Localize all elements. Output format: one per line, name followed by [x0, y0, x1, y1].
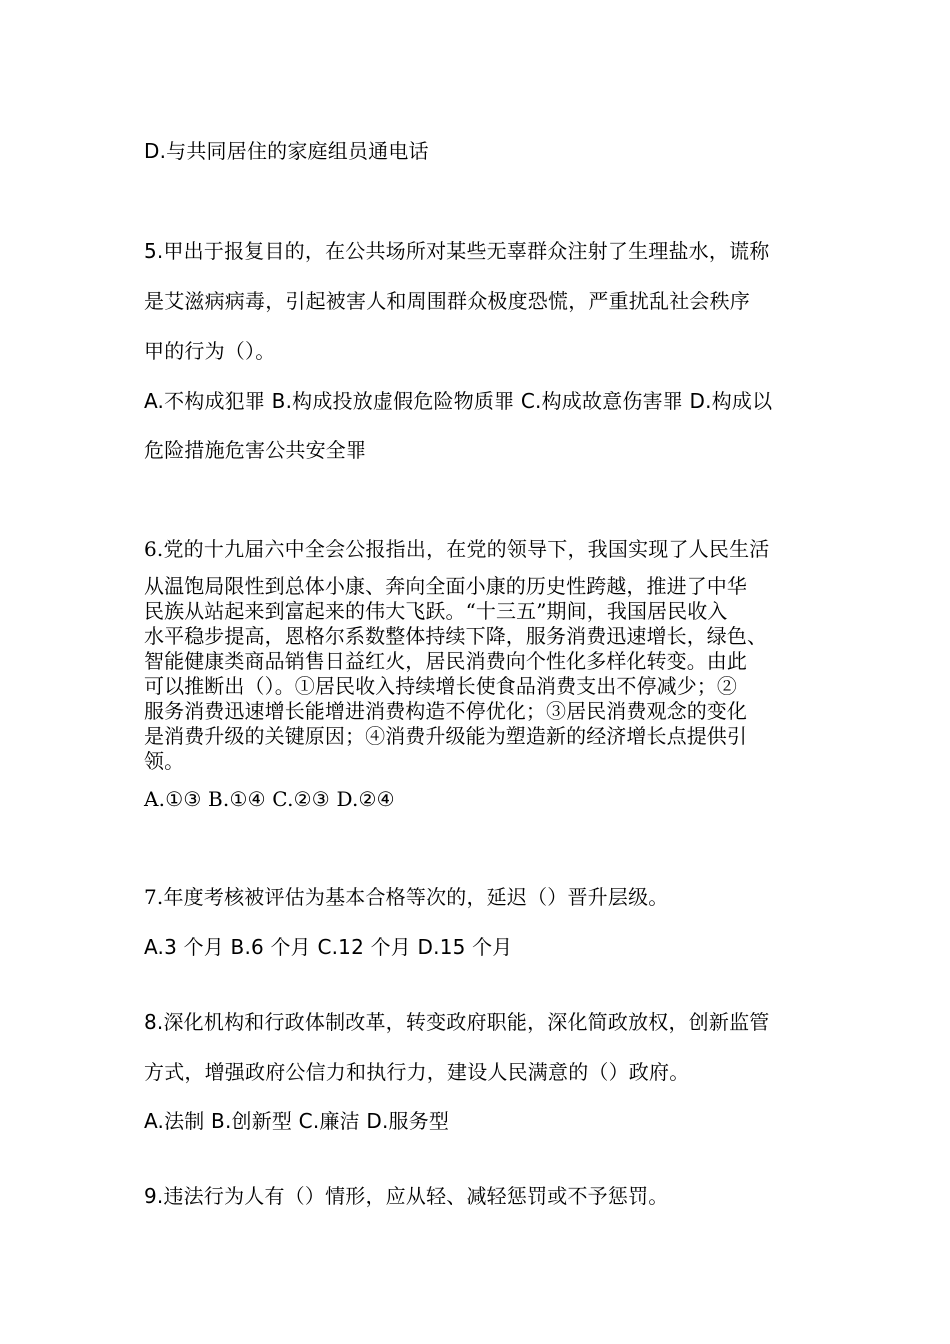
q7-stem: 7.年度考核被评估为基本合格等次的，延迟（）晋升层级。	[144, 885, 669, 909]
q6-stem-line: 民族从站起来到富起来的伟大飞跃。“十三五”期间，我国居民收入	[144, 599, 728, 623]
q5-stem-line-1: 5.甲出于报复目的，在公共场所对某些无辜群众注射了生理盐水，谎称	[144, 239, 770, 263]
q8-stem-line-2: 方式，增强政府公信力和执行力，建设人民满意的（）政府。	[144, 1060, 690, 1084]
q8-options: A.法制 B.创新型 C.廉洁 D.服务型	[144, 1109, 450, 1133]
q6-stem-first-line: 6.党的十九届六中全会公报指出，在党的领导下，我国实现了人民生活	[144, 537, 770, 561]
q7-options: A.3 个月 B.6 个月 C.12 个月 D.15 个月	[144, 935, 513, 959]
q6-stem-line: 是消费升级的关键原因；④消费升级能为塑造新的经济增长点提供引	[144, 724, 747, 748]
q8-stem-line-1: 8.深化机构和行政体制改革，转变政府职能，深化简政放权，创新监管	[144, 1010, 770, 1034]
q5-stem-line-3: 甲的行为（）。	[144, 339, 276, 363]
q6-stem-paragraph	[144, 574, 804, 774]
q5-options-line-1: A.不构成犯罪 B.构成投放虚假危险物质罪 C.构成故意伤害罪 D.构成以	[144, 389, 773, 413]
q6-stem-line: 智能健康类商品销售日益红火，居民消费向个性化多样化转变。由此	[144, 649, 747, 673]
q6-options: A.①③ B.①④ C.②③ D.②④	[144, 787, 395, 811]
q6-stem-line: 可以推断出（）。①居民收入持续增长使食品消费支出不停减少；②	[144, 674, 737, 698]
q6-stem-line: 从温饱局限性到总体小康、奔向全面小康的历史性跨越，推进了中华	[144, 574, 747, 598]
q9-stem: 9.违法行为人有（）情形，应从轻、减轻惩罚或不予惩罚。	[144, 1184, 669, 1208]
q6-stem-line: 服务消费迅速增长能增进消费构造不停优化；③居民消费观念的变化	[144, 699, 747, 723]
q4-option-d: D.与共同居住的家庭组员通电话	[144, 139, 429, 163]
q5-options-line-2: 危险措施危害公共安全罪	[144, 438, 367, 462]
q6-stem-line: 领。	[144, 749, 185, 773]
q5-stem-line-2: 是艾滋病病毒，引起被害人和周围群众极度恐慌，严重扰乱社会秩序	[144, 289, 750, 313]
q6-stem-line: 水平稳步提高，恩格尔系数整体持续下降，服务消费迅速增长，绿色、	[144, 624, 768, 648]
